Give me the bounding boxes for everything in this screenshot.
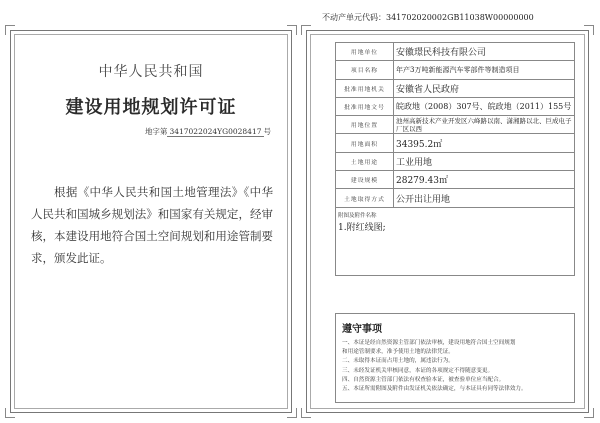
unit-code: 不动产单元代码：341702020002GB11038W00000000 xyxy=(322,13,534,22)
field-label: 用地位置 xyxy=(336,116,394,134)
field-row xyxy=(336,116,575,134)
field-label: 批准用地机关 xyxy=(336,79,394,97)
notice-box xyxy=(335,313,575,403)
field-value: 公开出让用地 xyxy=(394,189,575,207)
corner-ornament xyxy=(301,25,311,35)
field-label: 土地取得方式 xyxy=(336,189,394,207)
field-value: 年产3万吨新能源汽车零部件等制造项目 xyxy=(394,61,575,79)
field-label: 土地用途 xyxy=(336,152,394,170)
corner-ornament xyxy=(301,408,311,418)
field-label: 用地单位 xyxy=(336,43,394,61)
notice-item: 二、未取得本证而占用土地的，属违法行为。 xyxy=(342,358,454,365)
field-row xyxy=(336,134,575,152)
field-row xyxy=(336,79,575,97)
field-row xyxy=(336,61,575,79)
corner-ornament xyxy=(584,25,594,35)
permit-prefix: 地字第 xyxy=(144,127,168,136)
field-value: 34395.2㎡ xyxy=(394,134,575,152)
corner-ornament xyxy=(584,408,594,418)
attachments-cell xyxy=(336,207,575,275)
permit-suffix: 号 xyxy=(263,127,271,136)
notice-item: 三、未经发证机关审核同意，本证的各项规定不得随意变更。 xyxy=(342,367,494,374)
field-row xyxy=(336,171,575,189)
field-row xyxy=(336,97,575,115)
field-row xyxy=(336,189,575,207)
field-value: 安徽省人民政府 xyxy=(394,79,575,97)
attachments-label: 附图及附件名称 xyxy=(338,212,377,219)
field-value: 工业用地 xyxy=(394,152,575,170)
permit-cover-panel xyxy=(10,30,292,413)
field-value: 池州高新技术产业开发区六峰路以南、潇湘路以北、巨成电子厂区以西 xyxy=(394,116,575,134)
notice-item: 和用途管制要求，准予使用土地的法律凭证。 xyxy=(342,349,454,356)
corner-ornament xyxy=(287,25,297,35)
notice-list xyxy=(342,339,568,394)
notice-item: 一、本证是经自然资源主管部门依法审核，建设用地符合国土空间规划 xyxy=(342,340,516,346)
field-row xyxy=(336,152,575,170)
field-row xyxy=(336,43,575,61)
notice-title: 遵守事项 xyxy=(342,324,382,335)
attachments-row xyxy=(336,207,575,275)
field-value: 皖政地（2008）307号、皖政地（2011）155号 xyxy=(394,97,575,115)
field-value: 28279.43㎡ xyxy=(394,171,575,189)
corner-ornament xyxy=(287,408,297,418)
document-title: 建设用地规划许可证 xyxy=(65,97,237,118)
notice-item: 四、自然资源主管部门依法有权查验本证，被查验单位应当配合。 xyxy=(342,376,505,383)
permit-details-panel xyxy=(306,30,589,413)
country-name: 中华人民共和国 xyxy=(98,64,204,80)
corner-ornament xyxy=(5,25,15,35)
permit-details-table xyxy=(335,42,575,276)
permit-number: 3417022024YG0028417 xyxy=(169,127,262,136)
field-label: 项目名称 xyxy=(336,61,394,79)
corner-ornament xyxy=(5,408,15,418)
field-label: 用地面积 xyxy=(336,134,394,152)
permit-number-line xyxy=(145,126,271,137)
issuance-statement: 根据《中华人民共和国土地管理法》《中华人民共和国城乡规划法》和国家有关规定，经审核，本建设用地符合国土空间规划和用途管制要求，颁发此证。 xyxy=(31,185,273,265)
notice-item: 五、本证所需附图及附件由发证机关依法确定，与本证具有同等法律效力。 xyxy=(342,386,527,393)
field-label: 建设规模 xyxy=(336,171,394,189)
attachment-item: 1.附红线图; xyxy=(338,222,386,233)
field-value: 安徽璟民科技有限公司 xyxy=(394,43,575,61)
field-label: 批准用地文号 xyxy=(336,97,394,115)
